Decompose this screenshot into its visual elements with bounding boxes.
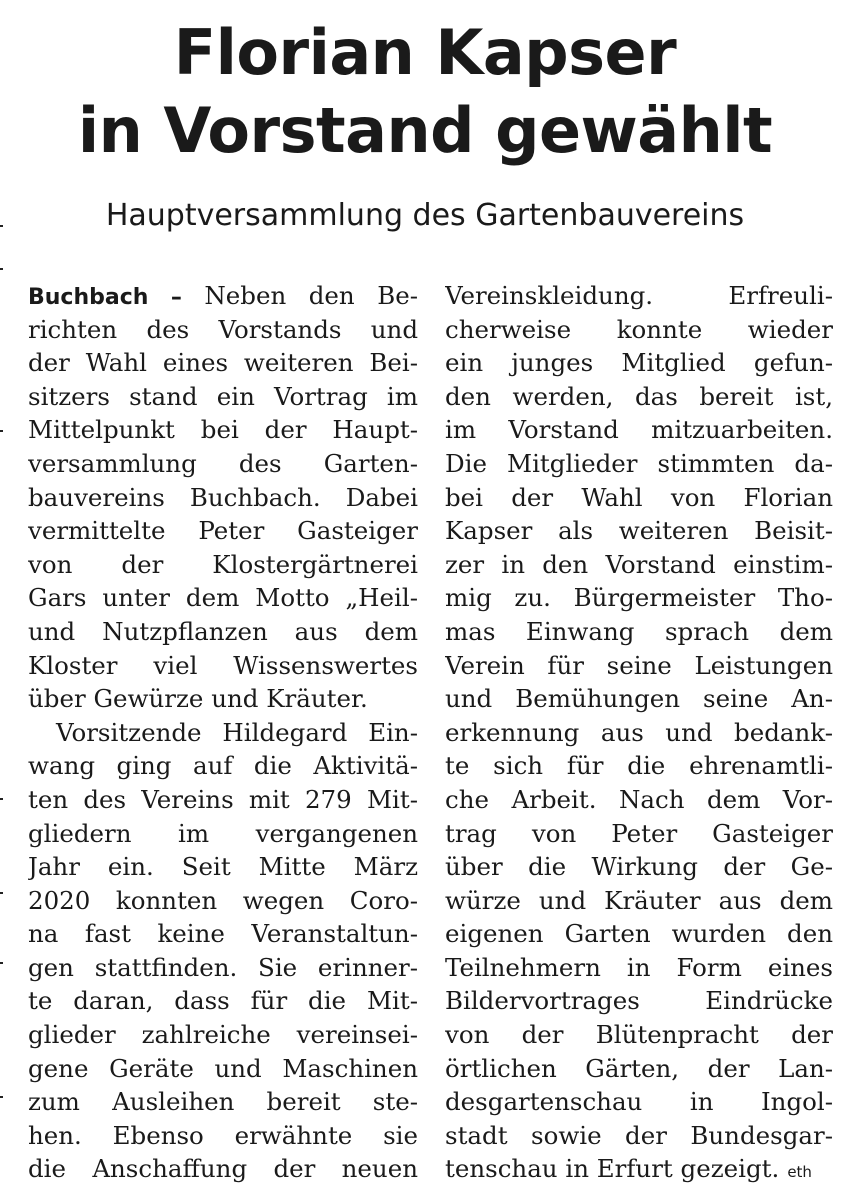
text-line: te daran, dass für die Mit- — [28, 986, 418, 1016]
text-line: hen. Ebenso erwähnte sie — [28, 1120, 418, 1150]
text-line: gen stattfinden. Sie erinner- — [28, 952, 418, 982]
text-line: mig zu. Bürgermeister Tho- — [445, 583, 833, 613]
text-fragment: Neben den Be- — [204, 281, 418, 310]
text-line: örtlichen Gärten, der Lan- — [445, 1053, 833, 1083]
article-subheadline: Hauptversammlung des Gartenbauvereins — [105, 198, 745, 233]
text-line: der Wahl eines weiteren Bei- — [28, 348, 418, 378]
text-line: ten des Vereins mit 279 Mit- — [28, 784, 418, 814]
text-line: den werden, das bereit ist, — [445, 381, 833, 411]
text-line: sitzers stand ein Vortrag im — [28, 381, 418, 411]
text-line: erkennung aus und bedank- — [445, 717, 833, 747]
text-line: Vorsitzende Hildegard Ein- — [56, 717, 418, 747]
text-line: gliedern im vergangenen — [28, 818, 418, 848]
text-line: und Nutzpflanzen aus dem — [28, 616, 418, 646]
text-line: bauvereins Buchbach. Dabei — [28, 482, 418, 512]
text-line: richten des Vorstands und — [28, 314, 418, 344]
text-line: und Bemühungen seine An- — [445, 684, 833, 714]
text-line: über die Wirkung der Ge- — [445, 852, 833, 882]
text-line: Jahr ein. Seit Mitte März — [28, 852, 418, 882]
text-line: Bildervortrages Eindrücke — [445, 986, 833, 1016]
text-line — [28, 279, 418, 313]
text-line: vermittelte Peter Gasteiger — [28, 516, 418, 546]
text-line: Teilnehmern in Form eines — [445, 952, 833, 982]
dateline: Buchbach – — [28, 285, 182, 310]
article-column-1 — [28, 279, 418, 1186]
text-line: Verein für seine Leistungen — [445, 650, 833, 680]
text-line: Gars unter dem Motto „Heil- — [28, 583, 418, 613]
text-line: Kapser als weiteren Beisit- — [445, 516, 833, 546]
scan-edge-mark — [0, 962, 3, 964]
text-line: bei der Wahl von Florian — [445, 482, 833, 512]
scan-edge-mark — [0, 225, 3, 227]
text-line: na fast keine Veranstaltun- — [28, 919, 418, 949]
article-column-2 — [445, 279, 833, 1186]
headline-line-1: Florian Kapser — [173, 16, 677, 89]
scan-edge-mark — [0, 892, 3, 894]
text-line: zum Ausleihen bereit ste- — [28, 1087, 418, 1117]
text-line: gene Geräte und Maschinen — [28, 1053, 418, 1083]
author-signature: eth — [787, 1163, 812, 1182]
text-line: eigenen Garten wurden den — [445, 919, 833, 949]
text-line: stadt sowie der Bundesgar- — [445, 1120, 833, 1150]
scan-edge-mark — [0, 268, 3, 270]
text-line: im Vorstand mitzuarbeiten. — [445, 415, 833, 445]
text-line: zer in den Vorstand einstim- — [445, 549, 833, 579]
text-line — [445, 1152, 833, 1186]
text-line: che Arbeit. Nach dem Vor- — [445, 784, 833, 814]
text-line: Mittelpunkt bei der Haupt- — [28, 415, 418, 445]
text-line: 2020 konnten wegen Coro- — [28, 885, 418, 915]
text-line: cherweise konnte wieder — [445, 314, 833, 344]
text-line: ein junges Mitglied gefun- — [445, 348, 833, 378]
text-line: desgartenschau in Ingol- — [445, 1087, 833, 1117]
text-line: trag von Peter Gasteiger — [445, 818, 833, 848]
text-line: von der Blütenpracht der — [445, 1020, 833, 1050]
text-line: von der Klostergärtnerei — [28, 549, 418, 579]
headline-line-2: in Vorstand gewählt — [77, 94, 773, 167]
text-line: würze und Kräuter aus dem — [445, 885, 833, 915]
text-line: Vereinskleidung. Erfreuli- — [445, 281, 833, 310]
text-line: Kloster viel Wissenswertes — [28, 650, 418, 680]
scan-edge-mark — [0, 798, 3, 800]
scan-edge-mark — [0, 1096, 3, 1098]
text-line: versammlung des Garten- — [28, 448, 418, 478]
text-line: mas Einwang sprach dem — [445, 616, 833, 646]
article-headline — [0, 14, 850, 170]
text-line: Die Mitglieder stimmten da- — [445, 448, 833, 478]
text-fragment: tenschau in Erfurt gezeigt. — [445, 1154, 780, 1184]
text-line: wang ging auf die Aktivitä- — [28, 751, 418, 781]
text-line: die Anschaffung der neuen — [28, 1154, 418, 1184]
text-line: te sich für die ehrenamtli- — [445, 751, 833, 781]
text-line: glieder zahlreiche vereinsei- — [28, 1020, 418, 1050]
scan-edge-mark — [0, 430, 3, 432]
text-line: über Gewürze und Kräuter. — [28, 684, 368, 714]
